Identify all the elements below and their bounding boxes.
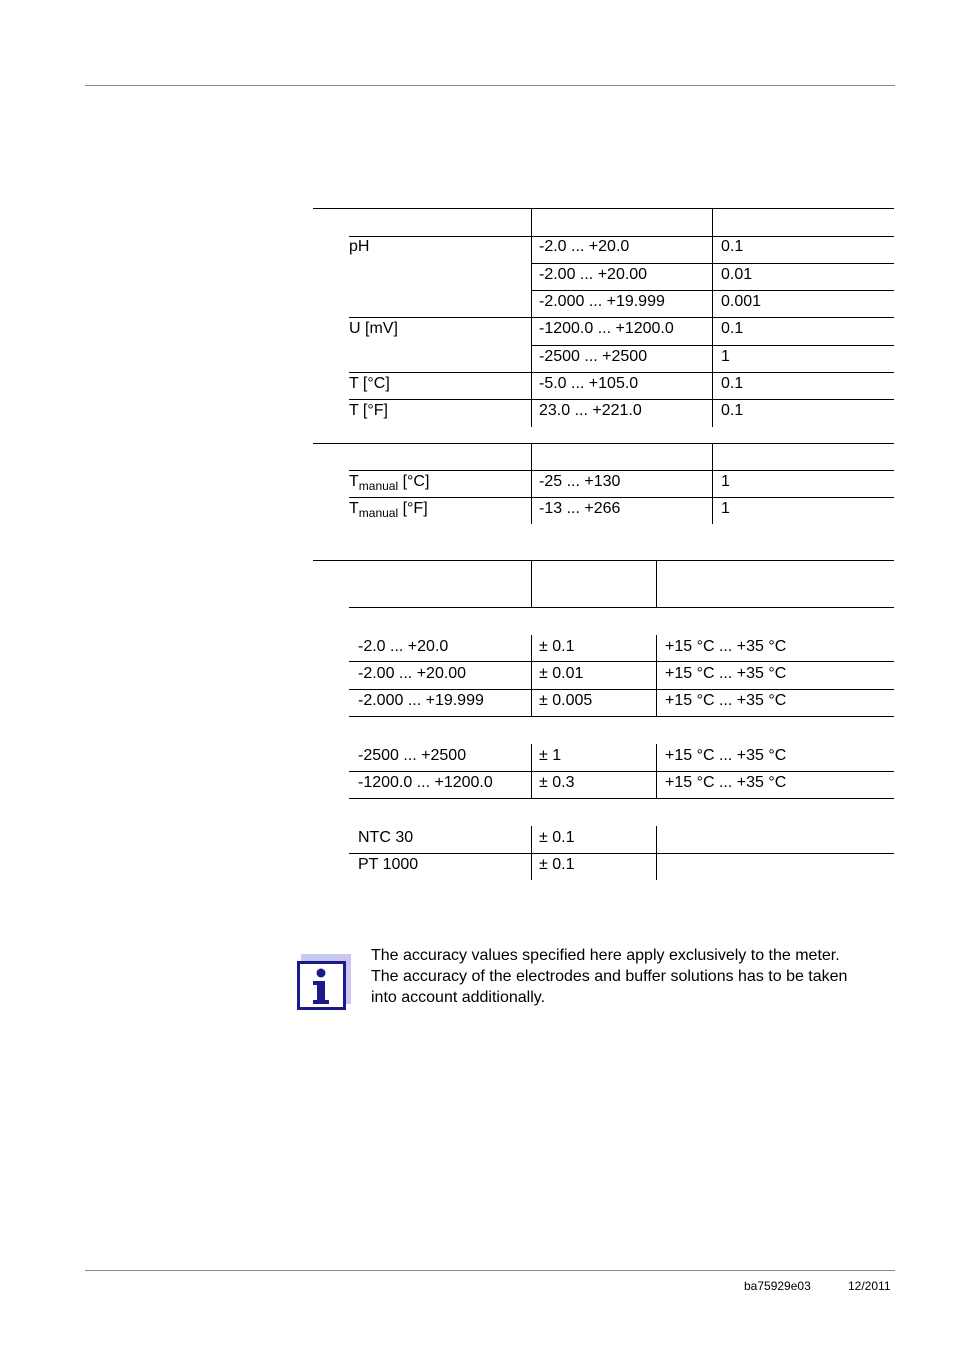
range-cell: -1200.0 ... +1200.0	[358, 774, 493, 791]
range-cell: -13 ... +266	[539, 500, 621, 517]
table-border	[349, 607, 894, 608]
table-border	[656, 560, 657, 608]
resolution-cell: 1	[721, 348, 730, 365]
info-icon	[297, 954, 351, 1010]
range-cell: -2.00 ... +20.00	[539, 266, 648, 283]
accuracy-cell: ± 0.005	[539, 692, 593, 709]
table-border	[531, 560, 532, 608]
temperature-cell: +15 °C ... +35 °C	[665, 638, 787, 655]
table-border	[656, 826, 657, 880]
resolution-cell: 0.1	[721, 402, 744, 419]
header-rule	[85, 85, 895, 86]
temperature-cell: +15 °C ... +35 °C	[665, 692, 787, 709]
range-cell: -1200.0 ... +1200.0	[539, 320, 674, 337]
table-border	[349, 497, 894, 498]
temperature-cell: +15 °C ... +35 °C	[665, 774, 787, 791]
temperature-cell: +15 °C ... +35 °C	[665, 747, 787, 764]
range-cell: -2500 ... +2500	[358, 747, 467, 764]
accuracy-cell: ± 1	[539, 747, 562, 764]
resolution-cell: 1	[721, 473, 730, 490]
table-border	[656, 744, 657, 799]
table-border	[531, 635, 532, 717]
range-cell: 23.0 ... +221.0	[539, 402, 642, 419]
table-border	[349, 317, 894, 318]
temperature-cell: +15 °C ... +35 °C	[665, 665, 787, 682]
note-line: The accuracy of the electrodes and buffer solutions has to be taken	[371, 968, 848, 985]
range-cell: -2.0 ... +20.0	[358, 638, 449, 655]
accuracy-cell: ± 0.01	[539, 665, 584, 682]
accuracy-cell: ± 0.1	[539, 638, 575, 655]
quantity-cell: $T_{manual}$ [°C]	[349, 473, 430, 493]
table-border	[349, 853, 894, 854]
quantity-cell: T [°C]	[349, 375, 390, 392]
resolution-cell: 1	[721, 500, 730, 517]
quantity-cell: U [mV]	[349, 320, 398, 337]
quantity-cell: T [°F]	[349, 402, 388, 419]
range-cell: -2.000 ... +19.999	[358, 692, 484, 709]
table-border	[531, 744, 532, 799]
table-border	[349, 372, 894, 373]
quantity-cell: $T_{manual}$ [°F]	[349, 500, 428, 520]
table-border	[712, 443, 713, 524]
table-border	[349, 661, 894, 662]
accuracy-cell: ± 0.1	[539, 829, 575, 846]
range-cell: -2500 ... +2500	[539, 348, 648, 365]
table-border	[656, 635, 657, 717]
range-cell: -2.00 ... +20.00	[358, 665, 467, 682]
range-cell: -5.0 ... +105.0	[539, 375, 639, 392]
table-border	[349, 716, 894, 717]
resolution-cell: 0.1	[721, 320, 744, 337]
document-id: ba75929e03	[744, 1279, 811, 1293]
quantity-cell: pH	[349, 238, 370, 255]
accuracy-cell: ± 0.3	[539, 774, 575, 791]
table-border	[349, 798, 894, 799]
range-cell: -2.000 ... +19.999	[539, 293, 665, 310]
range-cell: -2.0 ... +20.0	[539, 238, 630, 255]
table-border	[313, 208, 894, 209]
sensor-cell: NTC 30	[358, 829, 414, 846]
note-line: into account additionally.	[371, 989, 546, 1006]
document-date: 12/2011	[848, 1279, 891, 1293]
table-border	[349, 399, 894, 400]
table-border	[531, 443, 532, 524]
table-border	[712, 208, 713, 427]
resolution-cell: 0.01	[721, 266, 753, 283]
footer-rule	[85, 1270, 895, 1271]
table-border	[313, 560, 894, 561]
accuracy-note	[371, 945, 891, 1008]
table-border	[349, 470, 894, 471]
accuracy-cell: ± 0.1	[539, 856, 575, 873]
table-border	[531, 826, 532, 880]
resolution-cell: 0.1	[721, 375, 744, 392]
table-border	[349, 689, 894, 690]
table-border	[349, 771, 894, 772]
table-border	[531, 208, 532, 427]
resolution-cell: 0.001	[721, 293, 762, 310]
sensor-cell: PT 1000	[358, 856, 419, 873]
resolution-cell: 0.1	[721, 238, 744, 255]
note-line: The accuracy values specified here apply exclusively to the meter.	[371, 947, 840, 964]
table-border	[313, 443, 894, 444]
range-cell: -25 ... +130	[539, 473, 621, 490]
